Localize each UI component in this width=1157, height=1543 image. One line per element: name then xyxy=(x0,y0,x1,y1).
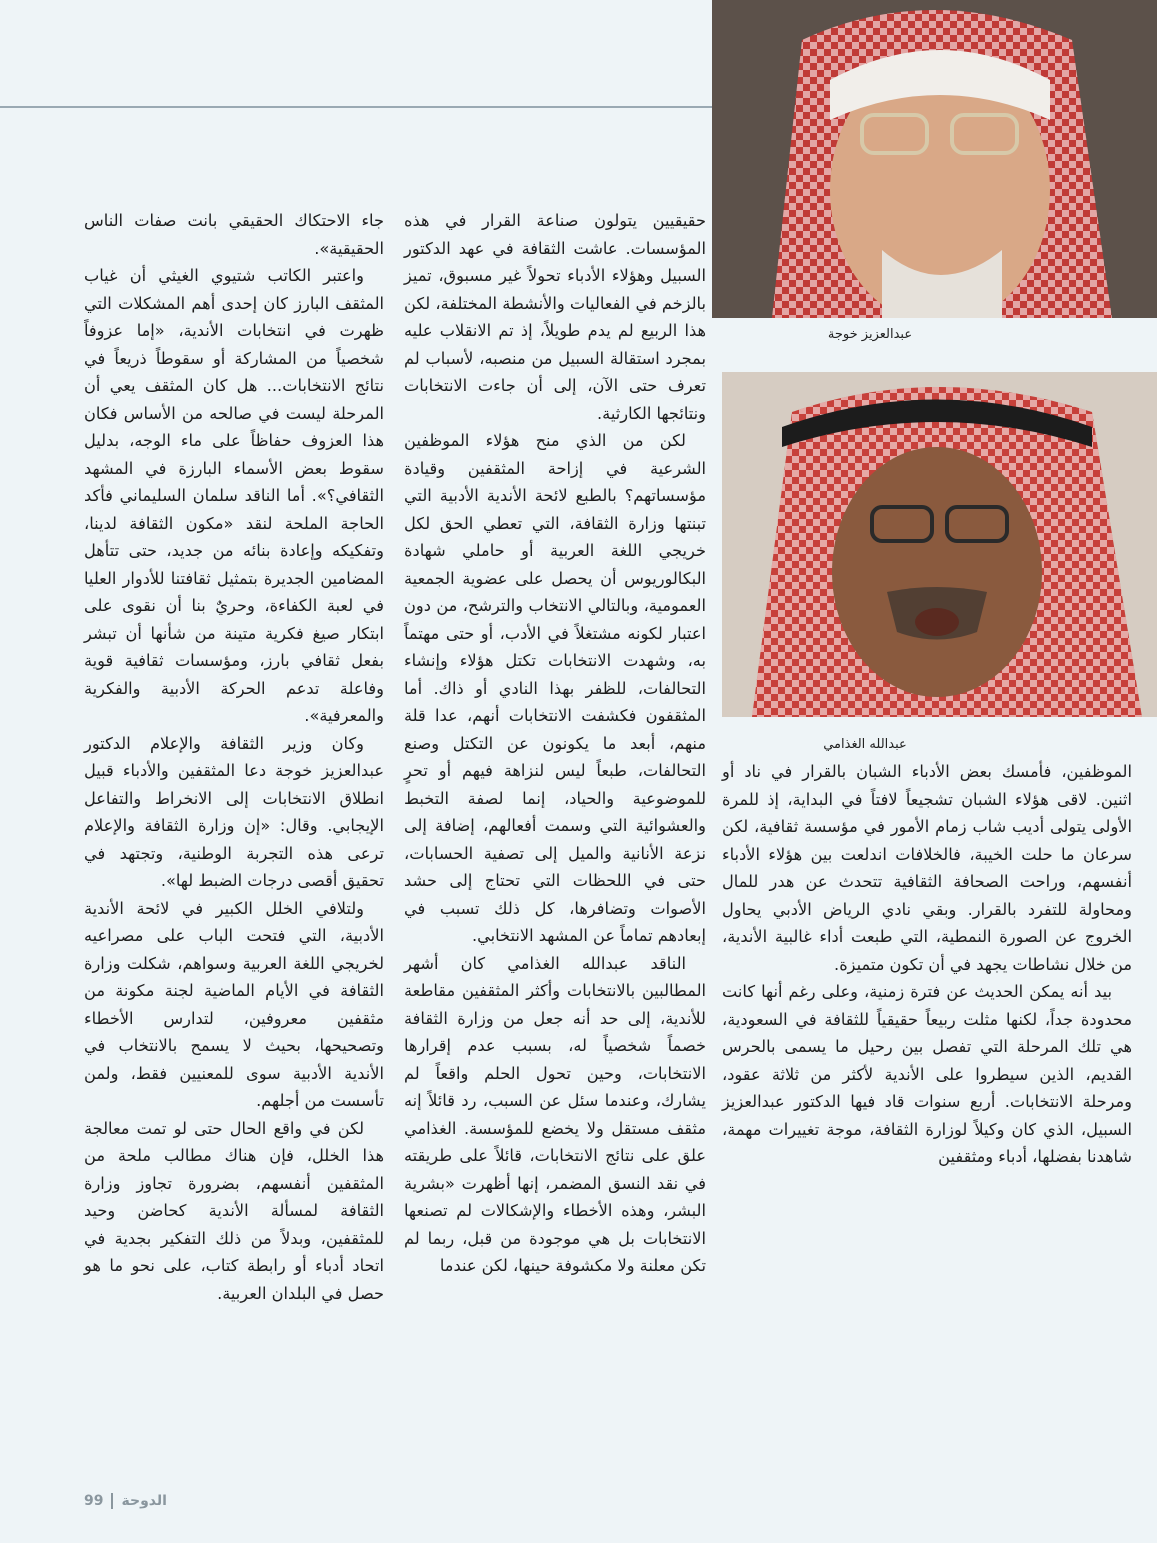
paragraph: جاء الاحتكاك الحقيقي بانت صفات الناس الحقيقية». xyxy=(84,211,384,258)
paragraph: واعتبر الكاتب شتيوي الغيثي أن غياب المثقف البارز كان إحدى أهم المشكلات التي ظهرت في انتخابات الأندية، «إما عزوفاً شخصياً من المشاركة أو سقوطاً ذريعاً في نتائج الانتخابات... هل كان المثقف يعي أن المرحلة ليست في صالحه من الأساس فكان هذا العزوف حفاظاً على ماء الوجه، بدليل سقوط بعض الأسماء البارزة في المشهد الثقافي؟». أما الناقد سلمان السليماني فأكد الحاجة الملحة لنقد «مكون الثقافة لدينا، وتفكيكه وإعادة بنائه من جديد، حتى تتأهل المضامين الجديرة بتمثيل ثقافتنا للأدوار العليا في لعبة الكفاءة، وحريٌ بنا أن نقوى على ابتكار صيغ فكرية متينة من شأنها أن تبشر بفعل ثقافي بارز، ومؤسسات ثقافية قوية وفاعلة تدعم الحركة الأدبية والفكرية والمعرفية». xyxy=(84,266,384,725)
page-folio xyxy=(84,1493,167,1509)
article-column-left xyxy=(84,207,384,1307)
magazine-name: الدوحة xyxy=(121,1493,167,1509)
paragraph: لكن في واقع الحال حتى لو تمت معالجة هذا الخلل، فإن هناك مطالب ملحة من المثقفين أنفسهم، بضرورة تجاوز وزارة الثقافة لمسألة الأندية كحاضن وحيد للمثقفين، وبدلاً من ذلك التفكير بجدية في اتحاد أدباء أو رابطة كتاب، على نحو ما هو حصل في البلدان العربية. xyxy=(84,1118,384,1303)
article-column-right xyxy=(722,758,1132,1171)
photo-caption-khoja: عبدالعزيز خوجة xyxy=(827,327,913,342)
paragraph: حقيقيين يتولون صناعة القرار في هذه المؤسسات. عاشت الثقافة في عهد الدكتور السبيل وهؤلاء الأدباء تحولاً غير مسبوق، تميز بالزخم في الفعاليات والأنشطة المختلفة، لكن هذا الربيع لم يدم طويلاً، إذ تم الانقلاب عليه بمجرد استقالة السبيل من منصبه، لأسباب لم تعرف حتى الآن، إلى أن جاءت الانتخابات ونتائجها الكارثية. xyxy=(404,211,706,423)
folio-separator xyxy=(111,1493,113,1509)
portrait-photo-khoja xyxy=(712,0,1157,318)
article-column-middle xyxy=(404,207,706,1280)
paragraph: الموظفين، فأمسك بعض الأدباء الشبان بالقرار في ناد أو اثنين. لاقى هؤلاء الشبان تشجيعاً لافتاً في البداية، إذ للمرة الأولى يتولى أديب شاب زمام الأمور في مؤسسة ثقافية، لكن سرعان ما حلت الخيبة، فالخلافات اندلعت بين هؤلاء الأدباء أنفسهم، وراحت الصحافة الثقافية تتحدث عن هدر للمال ومحاولة للتفرد بالقرار. وبقي نادي الرياض الأدبي يحاول الخروج عن الصورة النمطية، التي طبعت أداء غالبية الأندية، من خلال نشاطات يجهد في أن تكون متميزة. xyxy=(722,762,1132,974)
paragraph: بيد أنه يمكن الحديث عن فترة زمنية، وعلى رغم أنها كانت محدودة جداً، لكنها مثلت ربيعاً حقيقياً للثقافة في السعودية، هي تلك المرحلة التي تفصل بين رحيل ما يسمى بالحرس القديم، الذين سيطروا على الأندية لأكثر من ثلاثة عقود، ومرحلة الانتخابات. أربع سنوات قاد فيها الدكتور عبدالعزيز السبيل، الذي كان وكيلاً لوزارة الثقافة، موجة تغييرات مهمة، شاهدنا بفضلها، أدباء ومثقفين xyxy=(722,982,1132,1166)
paragraph: لكن من الذي منح هؤلاء الموظفين الشرعية في إزاحة المثقفين وقيادة مؤسساتهم؟ بالطبع لائحة الأندية الأدبية التي تبنتها وزارة الثقافة، التي تعطي الحق لكل خريجي اللغة العربية أو حاملي شهادة البكالوريوس أن يحصل على عضوية الجمعية العمومية، وبالتالي الانتخاب والترشح، من دون اعتبار لكونه مشتغلاً في الأدب، أو حتى مهتماً به، وشهدت الانتخابات تكتل هؤلاء وإنشاء التحالفات، للظفر بهذا النادي أو ذاك. أما المثقفون فكشفت الانتخابات أنهم، عدا قلة منهم، أبعد ما يكونون عن التكتل وصنع التحالفات، طبعاً ليس لنزاهة فيهم أو تحرٍ للموضوعية والحياد، إنما لصفة التخبط والعشوائية التي وسمت أفعالهم، إضافة إلى نزعة الأنانية والميل إلى تصفية الحسابات، حتى في اللحظات التي تحتاج إلى حشد الأصوات وتضافرها، كل ذلك تسبب في إبعادهم تماماً عن المشهد الانتخابي. xyxy=(404,431,706,945)
photo-caption-ghathami: عبدالله الغذامي xyxy=(823,737,907,752)
portrait-photo-ghathami xyxy=(722,372,1157,717)
portrait-khoja-illustration xyxy=(712,0,1157,318)
paragraph: وكان وزير الثقافة والإعلام الدكتور عبدالعزيز خوجة دعا المثقفين والأدباء قبيل انطلاق الانتخابات إلى الانخراط والتفاعل الإيجابي. وقال: «إن وزارة الثقافة والإعلام ترعى هذه التجربة الوطنية، وتجتهد في تحقيق أقصى درجات الضبط لها». xyxy=(84,733,384,890)
paragraph: ولتلافي الخلل الكبير في لائحة الأندية الأدبية، التي فتحت الباب على مصراعيه لخريجي اللغة العربية وسواهم، شكلت وزارة الثقافة في الأيام الماضية لجنة مكونة من مثقفين معروفين، لتدارس الأخطاء وتصحيحها، بحيث لا يسمح بالانتخاب في الأندية الأدبية سوى للمعنيين فقط، ولمن تأسست من أجلهم. xyxy=(84,898,384,1110)
paragraph: الناقد عبدالله الغذامي كان أشهر المطالبين بالانتخابات وأكثر المثقفين مقاطعة للأندية، إلى حد أنه جعل من وزارة الثقافة خصماً شخصياً له، بسبب عدم إقرارها الانتخابات، وحين تحول الحلم واقعاً لم يشارك، وعندما سئل عن السبب، رد قائلاً إنه مثقف مستقل ولا يخضع للمؤسسة. الغذامي علق على نتائج الانتخابات، قائلاً على طريقته في نقد النسق المضمر، إنها أظهرت «بشرية البشر، وهذه الأخطاء والإشكالات لم تصنعها الانتخابات بل هي موجودة من قبل، ربما لم تكن معلنة ولا مكشوفة حينها، لكن عندما xyxy=(404,953,706,1275)
page-number: 99 xyxy=(84,1493,104,1509)
portrait-ghathami-illustration xyxy=(722,372,1157,717)
header-rule xyxy=(0,106,712,108)
